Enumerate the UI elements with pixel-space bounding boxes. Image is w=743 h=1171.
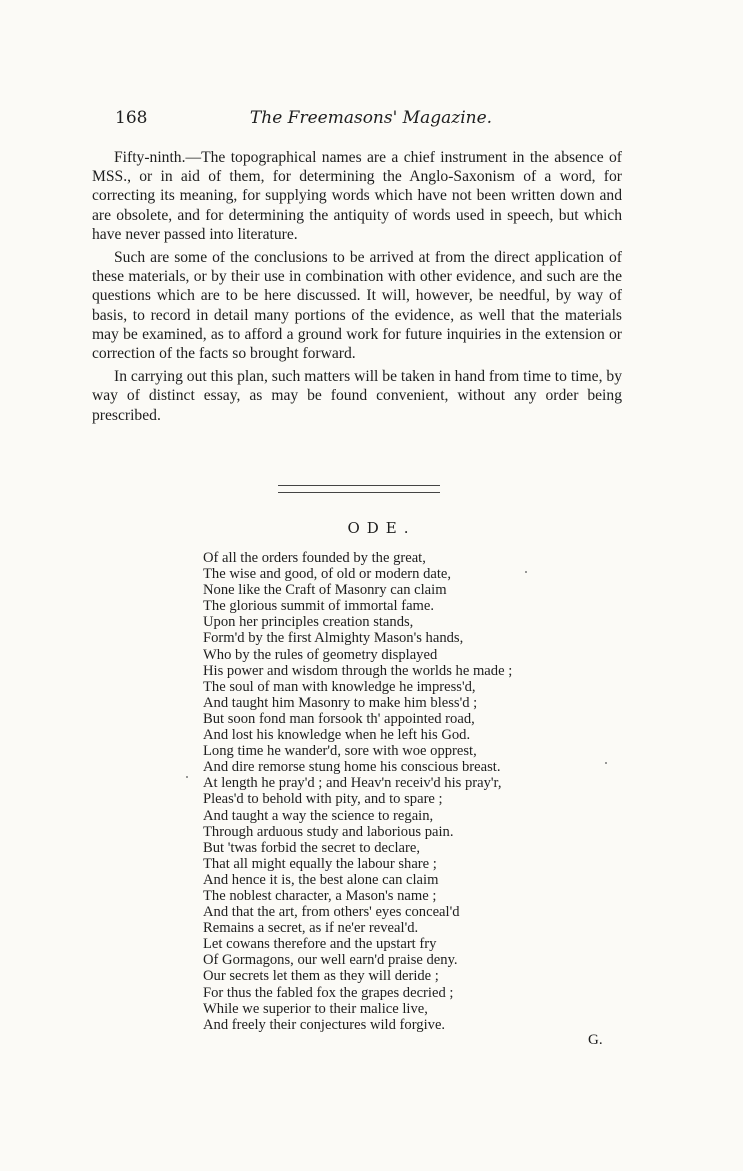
print-speck: [605, 762, 607, 764]
page-number: 168: [115, 108, 148, 128]
poem-line: Remains a secret, as if ne'er reveal'd.: [203, 920, 419, 937]
ode-poem: [203, 550, 623, 1033]
poem-line: And hence it is, the best alone can claim: [203, 871, 439, 888]
poem-line: Let cowans therefore and the upstart fry: [203, 936, 437, 953]
poem-line: His power and wisdom through the worlds he made ;: [203, 662, 513, 679]
poem-line: And lost his knowledge when he left his God.: [203, 727, 471, 744]
section-divider: [278, 485, 440, 493]
ode-signature: G.: [588, 1032, 603, 1048]
poem-line: Our secrets let them as they will deride ;: [203, 968, 439, 985]
poem-line: But 'twas forbid the secret to declare,: [203, 839, 420, 856]
poem-line: Through arduous study and laborious pain.: [203, 823, 454, 840]
poem-line: That all might equally the labour share ;: [203, 855, 437, 872]
poem-line: Form'd by the first Almighty Mason's hands,: [203, 630, 464, 647]
poem-line: And freely their conjectures wild forgive.: [203, 1016, 446, 1033]
paragraph-carrying-out: In carrying out this plan, such matters will be taken in hand from time to time, by way of distinct essay, as may be found convenient, without any order being prescribed.: [92, 368, 622, 424]
paragraph-fifty-ninth: Fifty-ninth.—The topographical names are a chief instrument in the absence of MSS., or in aid of them, for determining the Anglo-Saxonism of a word, for correcting its meaning, for supplying words which have not been written down and are obsolete, and for determining the antiquity of words used in speech, but which have never passed into literature.: [92, 149, 622, 243]
poem-line: And taught a way the science to regain,: [203, 807, 434, 824]
poem-line: And taught him Masonry to make him bless'd ;: [203, 694, 478, 711]
article-body: [92, 148, 622, 429]
poem-line: Pleas'd to behold with pity, and to spare ;: [203, 791, 443, 808]
poem-line: The noblest character, a Mason's name ;: [203, 887, 437, 904]
poem-line: The glorious summit of immortal fame.: [203, 598, 435, 615]
poem-line: Who by the rules of geometry displayed: [203, 646, 438, 663]
poem-line: But soon fond man forsook th' appointed road,: [203, 710, 475, 727]
running-title: The Freemasons' Magazine.: [249, 108, 493, 128]
poem-line: Of Gormagons, our well earn'd praise deny.: [203, 952, 458, 969]
page-header: [115, 108, 627, 132]
poem-line: The wise and good, of old or modern date,: [203, 566, 452, 583]
poem-line: Of all the orders founded by the great,: [203, 550, 426, 566]
poem-line: For thus the fabled fox the grapes decried ;: [203, 984, 454, 1001]
poem-line: And that the art, from others' eyes conceal'd: [203, 904, 460, 921]
poem-line: Upon her principles creation stands,: [203, 614, 414, 631]
paragraph-conclusions: Such are some of the conclusions to be arrived at from the direct application of these materials, or by their use in combination with other evidence, and such are the questions which are to be here discussed. It will, however, be needful, by way of basis, to record in detail many portions of the evidence, as well that the materials may be examined, as to afford a ground work for future inquiries in the extension or correction of the facts so brought forward.: [92, 249, 622, 363]
poem-line: While we superior to their malice live,: [203, 1000, 428, 1017]
poem-line: At length he pray'd ; and Heav'n receiv'd his pray'r,: [203, 775, 502, 792]
ode-title: ODE.: [347, 519, 416, 537]
print-speck: [186, 776, 188, 778]
print-speck: [525, 571, 527, 573]
poem-line: Long time he wander'd, sore with woe opprest,: [203, 743, 477, 760]
poem-line: The soul of man with knowledge he impress'd,: [203, 678, 476, 695]
poem-line: And dire remorse stung home his conscious breast.: [203, 759, 501, 776]
poem-line: None like the Craft of Masonry can claim: [203, 582, 447, 599]
